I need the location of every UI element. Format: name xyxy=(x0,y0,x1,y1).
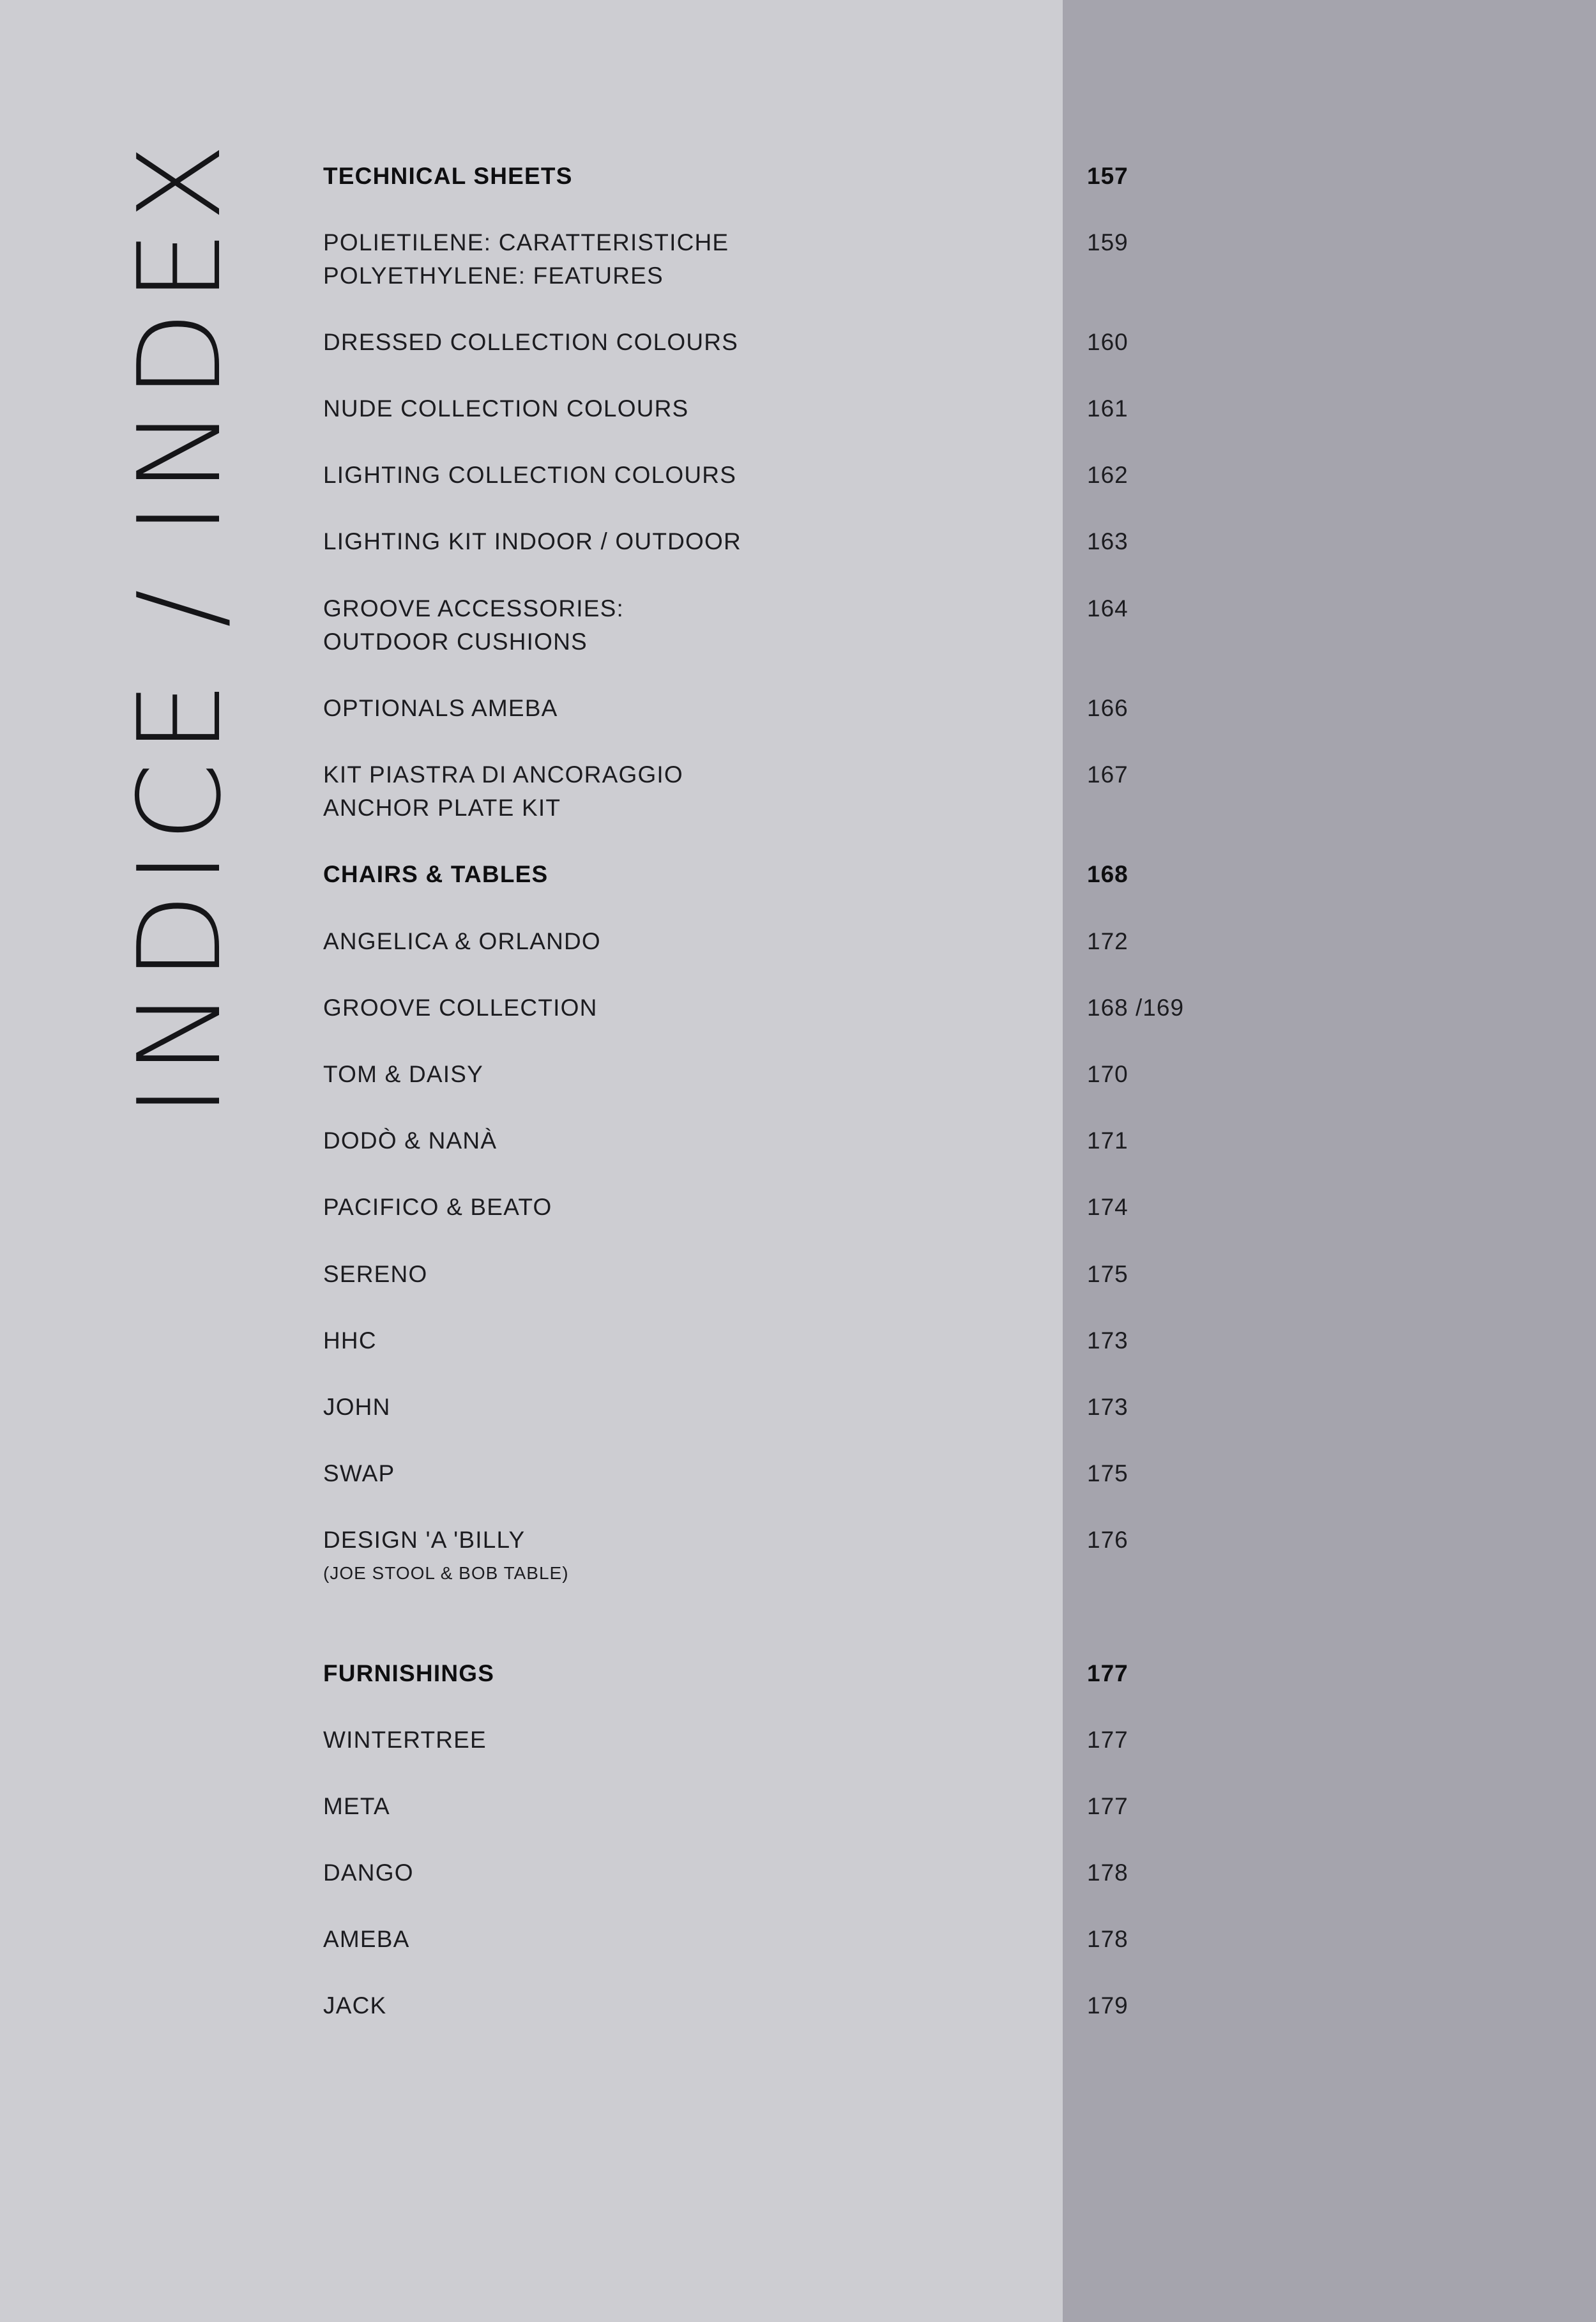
item-title xyxy=(323,1524,1026,1590)
item-title xyxy=(323,226,1026,293)
item-page: 164 xyxy=(1087,595,1129,622)
item-page: 178 xyxy=(1087,1926,1129,1952)
item-title-line: POLIETILENE: CARATTERISTICHE xyxy=(323,229,729,256)
item-title: LIGHTING COLLECTION COLOURS xyxy=(323,462,737,488)
item-page: 177 xyxy=(1087,1793,1129,1819)
section-title: CHAIRS & TABLES xyxy=(323,861,549,887)
item-subtitle: (JOE STOOL & BOB TABLE) xyxy=(323,1563,569,1583)
item-title-line: POLYETHYLENE: FEATURES xyxy=(323,263,664,289)
item-page: 178 xyxy=(1087,1860,1129,1886)
item-title: JOHN xyxy=(323,1394,391,1420)
item-page: 175 xyxy=(1087,1261,1129,1287)
item-page: 166 xyxy=(1087,695,1129,721)
item-title: META xyxy=(323,1793,390,1819)
item-title: JACK xyxy=(323,1992,387,2019)
item-title: ANGELICA & ORLANDO xyxy=(323,928,601,954)
item-title-line: DESIGN 'A 'BILLY xyxy=(323,1527,526,1553)
item-page: 172 xyxy=(1087,928,1129,954)
item-title: SWAP xyxy=(323,1460,395,1486)
item-title-line: ANCHOR PLATE KIT xyxy=(323,795,561,821)
item-title: PACIFICO & BEATO xyxy=(323,1194,552,1220)
item-page: 170 xyxy=(1087,1061,1129,1087)
item-page: 175 xyxy=(1087,1460,1129,1486)
vertical-index-title: INDICE / INDEX xyxy=(114,134,246,1118)
item-page: 176 xyxy=(1087,1527,1129,1553)
item-title: DRESSED COLLECTION COLOURS xyxy=(323,329,739,355)
right-page-column-panel xyxy=(1063,0,1596,2322)
item-title: OPTIONALS AMEBA xyxy=(323,695,558,721)
item-page: 171 xyxy=(1087,1127,1129,1154)
item-title-line: KIT PIASTRA DI ANCORAGGIO xyxy=(323,761,683,788)
item-page: 162 xyxy=(1087,462,1129,488)
item-title: DODÒ & NANÀ xyxy=(323,1127,498,1154)
item-page: 167 xyxy=(1087,761,1129,788)
item-title: TOM & DAISY xyxy=(323,1061,484,1087)
item-title xyxy=(323,592,1026,659)
item-page: 173 xyxy=(1087,1394,1129,1420)
item-title: HHC xyxy=(323,1327,377,1354)
item-title: LIGHTING KIT INDOOR / OUTDOOR xyxy=(323,528,741,554)
item-title-line: OUTDOOR CUSHIONS xyxy=(323,629,588,655)
item-page: 179 xyxy=(1087,1992,1129,2019)
item-page: 160 xyxy=(1087,329,1129,355)
section-page: 157 xyxy=(1087,163,1129,189)
section-page: 177 xyxy=(1087,1660,1129,1686)
item-title: WINTERTREE xyxy=(323,1727,487,1753)
item-title: DANGO xyxy=(323,1860,414,1886)
item-title: SERENO xyxy=(323,1261,428,1287)
item-title: NUDE COLLECTION COLOURS xyxy=(323,395,689,422)
item-page: 161 xyxy=(1087,395,1129,422)
item-page: 168 /169 xyxy=(1087,995,1185,1021)
item-title: AMEBA xyxy=(323,1926,410,1952)
item-page: 174 xyxy=(1087,1194,1129,1220)
section-title: TECHNICAL SHEETS xyxy=(323,163,573,189)
item-page: 173 xyxy=(1087,1327,1129,1354)
item-title-line: GROOVE ACCESSORIES: xyxy=(323,595,625,622)
section-page: 168 xyxy=(1087,861,1129,887)
item-title: GROOVE COLLECTION xyxy=(323,995,598,1021)
section-title: FURNISHINGS xyxy=(323,1660,495,1686)
item-title xyxy=(323,758,1026,825)
item-page: 177 xyxy=(1087,1727,1129,1753)
item-page: 163 xyxy=(1087,528,1129,554)
item-page: 159 xyxy=(1087,229,1129,256)
